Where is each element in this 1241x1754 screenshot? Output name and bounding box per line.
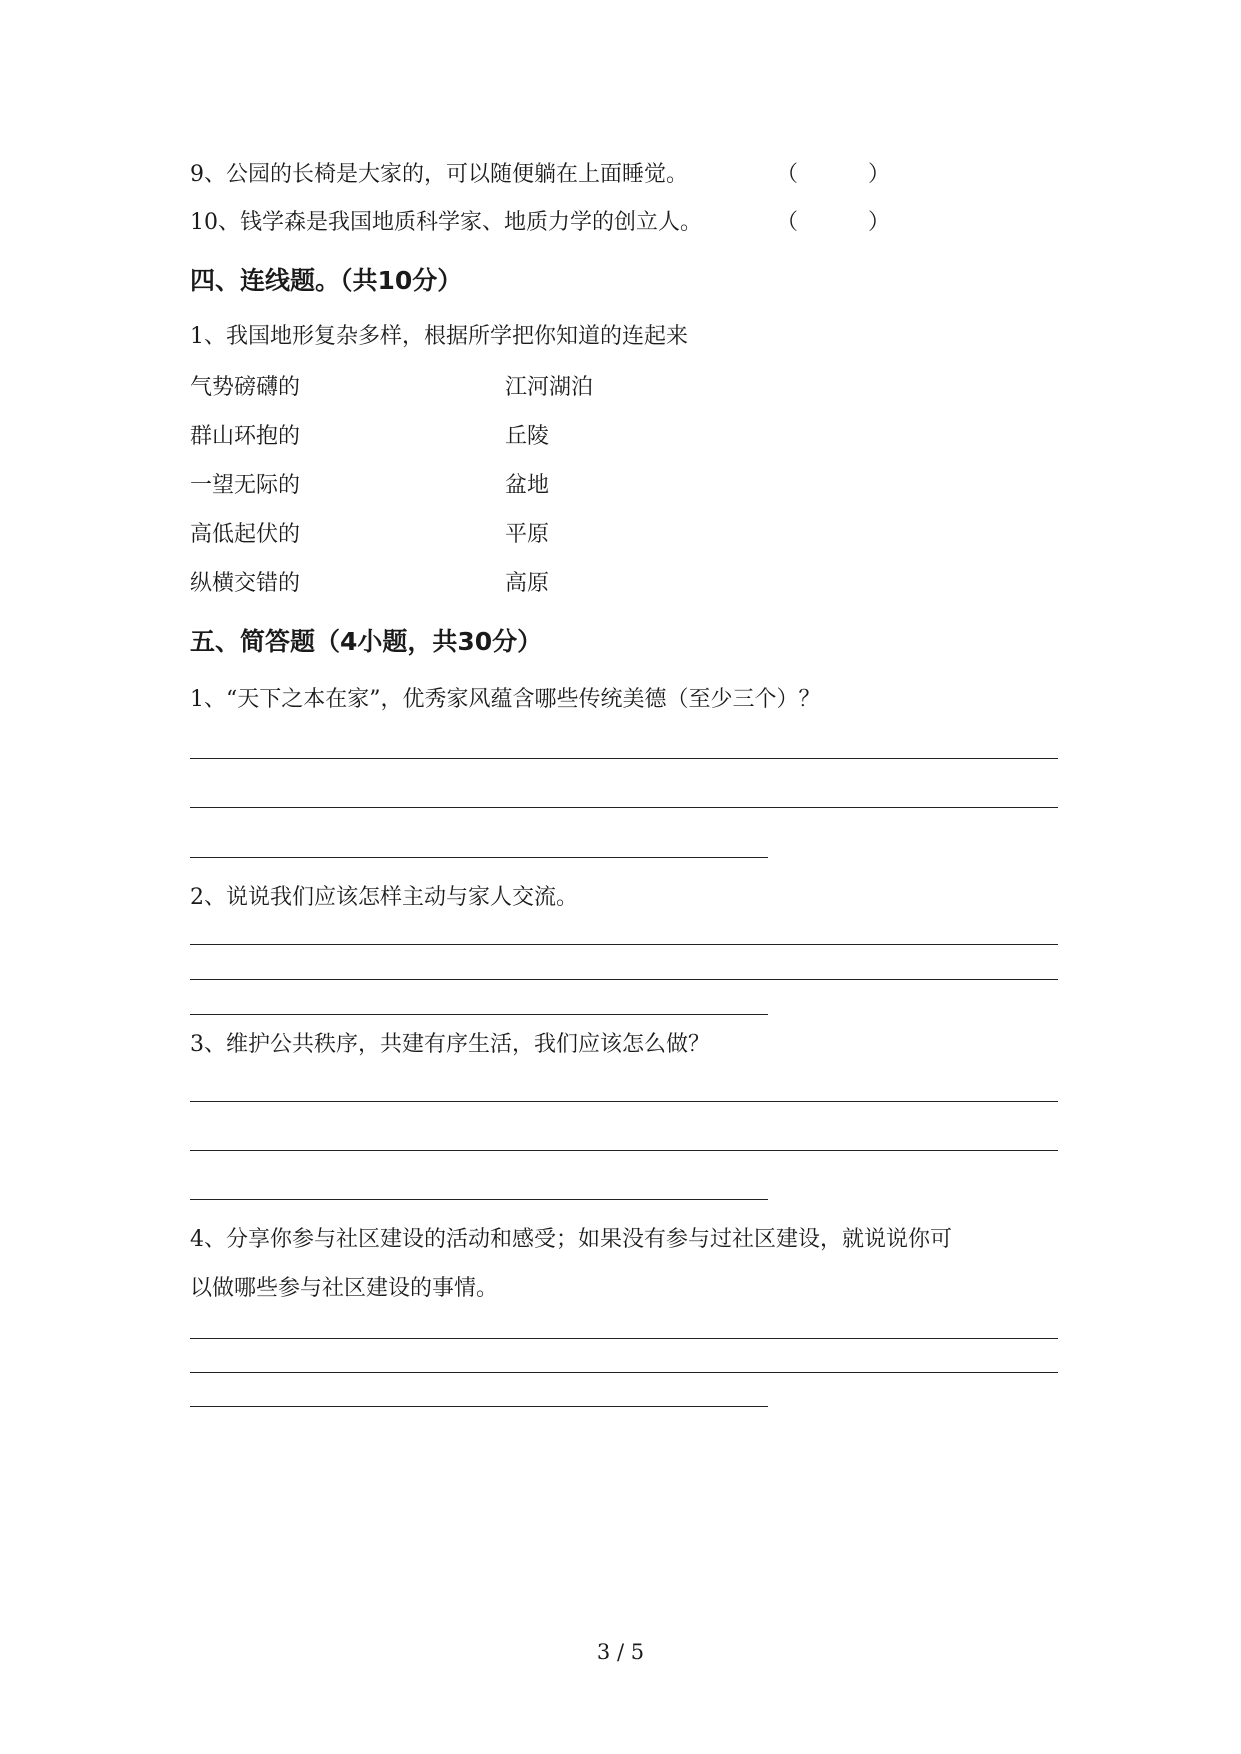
question-10-text: 10、钱学森是我国地质科学家、地质力学的创立人。 (190, 210, 702, 235)
section-5-question-3: 3、维护公共秩序，共建有序生活，我们应该怎么做？ (190, 1032, 710, 1057)
answer-line[interactable] (190, 857, 768, 858)
match-right-item-2: 丘陵 (505, 424, 550, 449)
question-9-text: 9、公园的长椅是大家的，可以随便躺在上面睡觉。 (190, 162, 688, 187)
match-left-item-5: 纵横交错的 (190, 571, 301, 596)
match-right-item-3: 盆地 (505, 473, 550, 498)
answer-line[interactable] (190, 979, 1058, 980)
answer-line[interactable] (190, 1406, 768, 1407)
match-right-item-5: 高原 (505, 571, 550, 596)
page-number: 3 / 5 (596, 1640, 645, 1664)
section-5-question-1: 1、“天下之本在家”，优秀家风蕴含哪些传统美德（至少三个）？ (190, 687, 821, 712)
section-5-question-4-line-2: 以做哪些参与社区建设的事情。 (190, 1276, 499, 1301)
answer-line[interactable] (190, 1014, 768, 1015)
question-10-close-paren: ） (868, 210, 891, 235)
answer-line[interactable] (190, 1338, 1058, 1339)
answer-line[interactable] (190, 1199, 768, 1200)
match-right-item-4: 平原 (505, 522, 550, 547)
match-right-item-1: 江河湖泊 (505, 375, 594, 400)
section-4-heading: 四、连线题。（共10分） (190, 266, 463, 295)
section-5-heading: 五、简答题（4小题，共30分） (190, 627, 543, 656)
answer-line[interactable] (190, 758, 1058, 759)
match-left-item-2: 群山环抱的 (190, 424, 301, 449)
question-9-open-paren: （ (776, 162, 799, 187)
section-4-question-1: 1、我国地形复杂多样，根据所学把你知道的连起来 (190, 324, 688, 349)
match-left-item-3: 一望无际的 (190, 473, 301, 498)
section-5-question-4-line-1: 4、分享你参与社区建设的活动和感受；如果没有参与过社区建设，就说说你可 (190, 1227, 952, 1252)
answer-line[interactable] (190, 1150, 1058, 1151)
match-left-item-1: 气势磅礴的 (190, 375, 301, 400)
answer-line[interactable] (190, 944, 1058, 945)
question-9-close-paren: ） (868, 162, 891, 187)
section-5-question-2: 2、说说我们应该怎样主动与家人交流。 (190, 885, 578, 910)
answer-line[interactable] (190, 807, 1058, 808)
answer-line[interactable] (190, 1372, 1058, 1373)
answer-line[interactable] (190, 1101, 1058, 1102)
question-10-open-paren: （ (776, 210, 799, 235)
match-left-item-4: 高低起伏的 (190, 522, 301, 547)
